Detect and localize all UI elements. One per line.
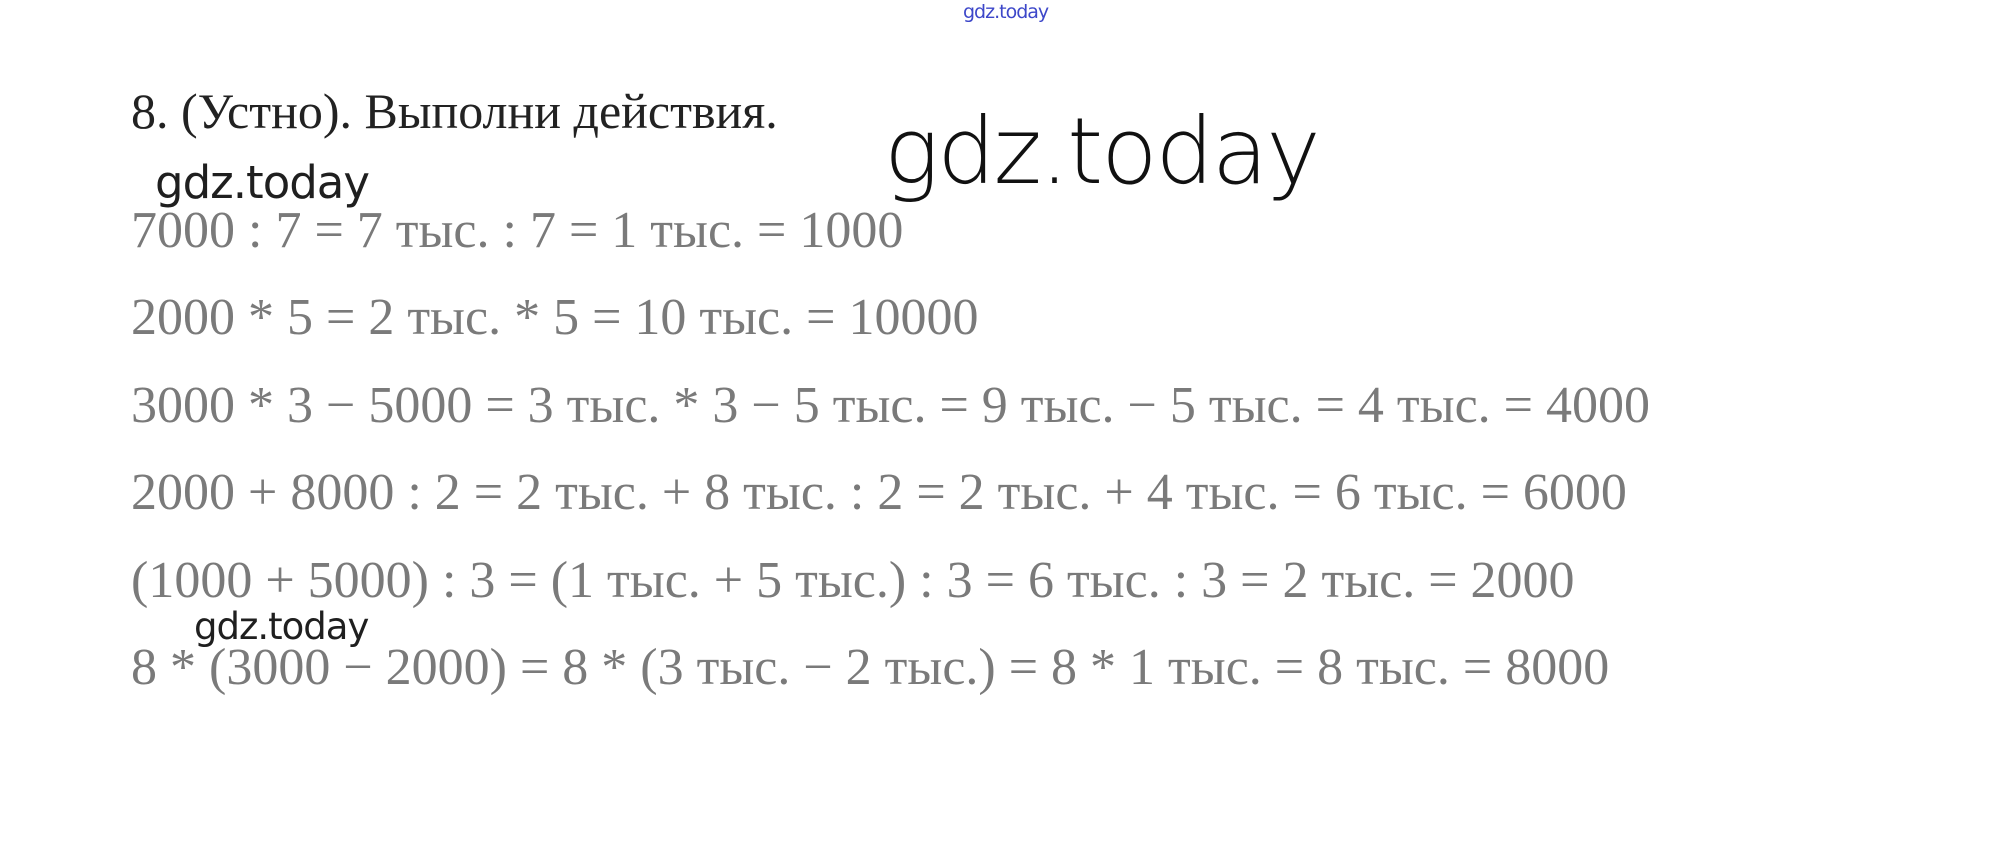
task-title: 8. (Устно). Выполни действия. — [131, 83, 778, 139]
solution-line: 2000 * 5 = 2 тыс. * 5 = 10 тыс. = 10000 — [131, 289, 979, 346]
solution-line: 3000 * 3 − 5000 = 3 тыс. * 3 − 5 тыс. = 9 тыс. − 5 тыс. = 4 тыс. = 4000 — [131, 377, 1650, 434]
watermark-small-lower: gdz.today — [194, 605, 369, 648]
watermark-large: gdz.today — [884, 98, 1319, 205]
watermark-small-upper: gdz.today — [155, 156, 370, 209]
solution-line: 8 * (3000 − 2000) = 8 * (3 тыс. − 2 тыс.) = 8 * 1 тыс. = 8 тыс. = 8000 — [131, 639, 1610, 696]
solution-line: 7000 : 7 = 7 тыс. : 7 = 1 тыс. = 1000 — [131, 202, 904, 259]
solution-line: 2000 + 8000 : 2 = 2 тыс. + 8 тыс. : 2 = 2 тыс. + 4 тыс. = 6 тыс. = 6000 — [131, 464, 1627, 521]
watermark-top: gdz.today — [963, 1, 1049, 23]
solution-line: (1000 + 5000) : 3 = (1 тыс. + 5 тыс.) : 3 = 6 тыс. : 3 = 2 тыс. = 2000 — [131, 552, 1575, 609]
